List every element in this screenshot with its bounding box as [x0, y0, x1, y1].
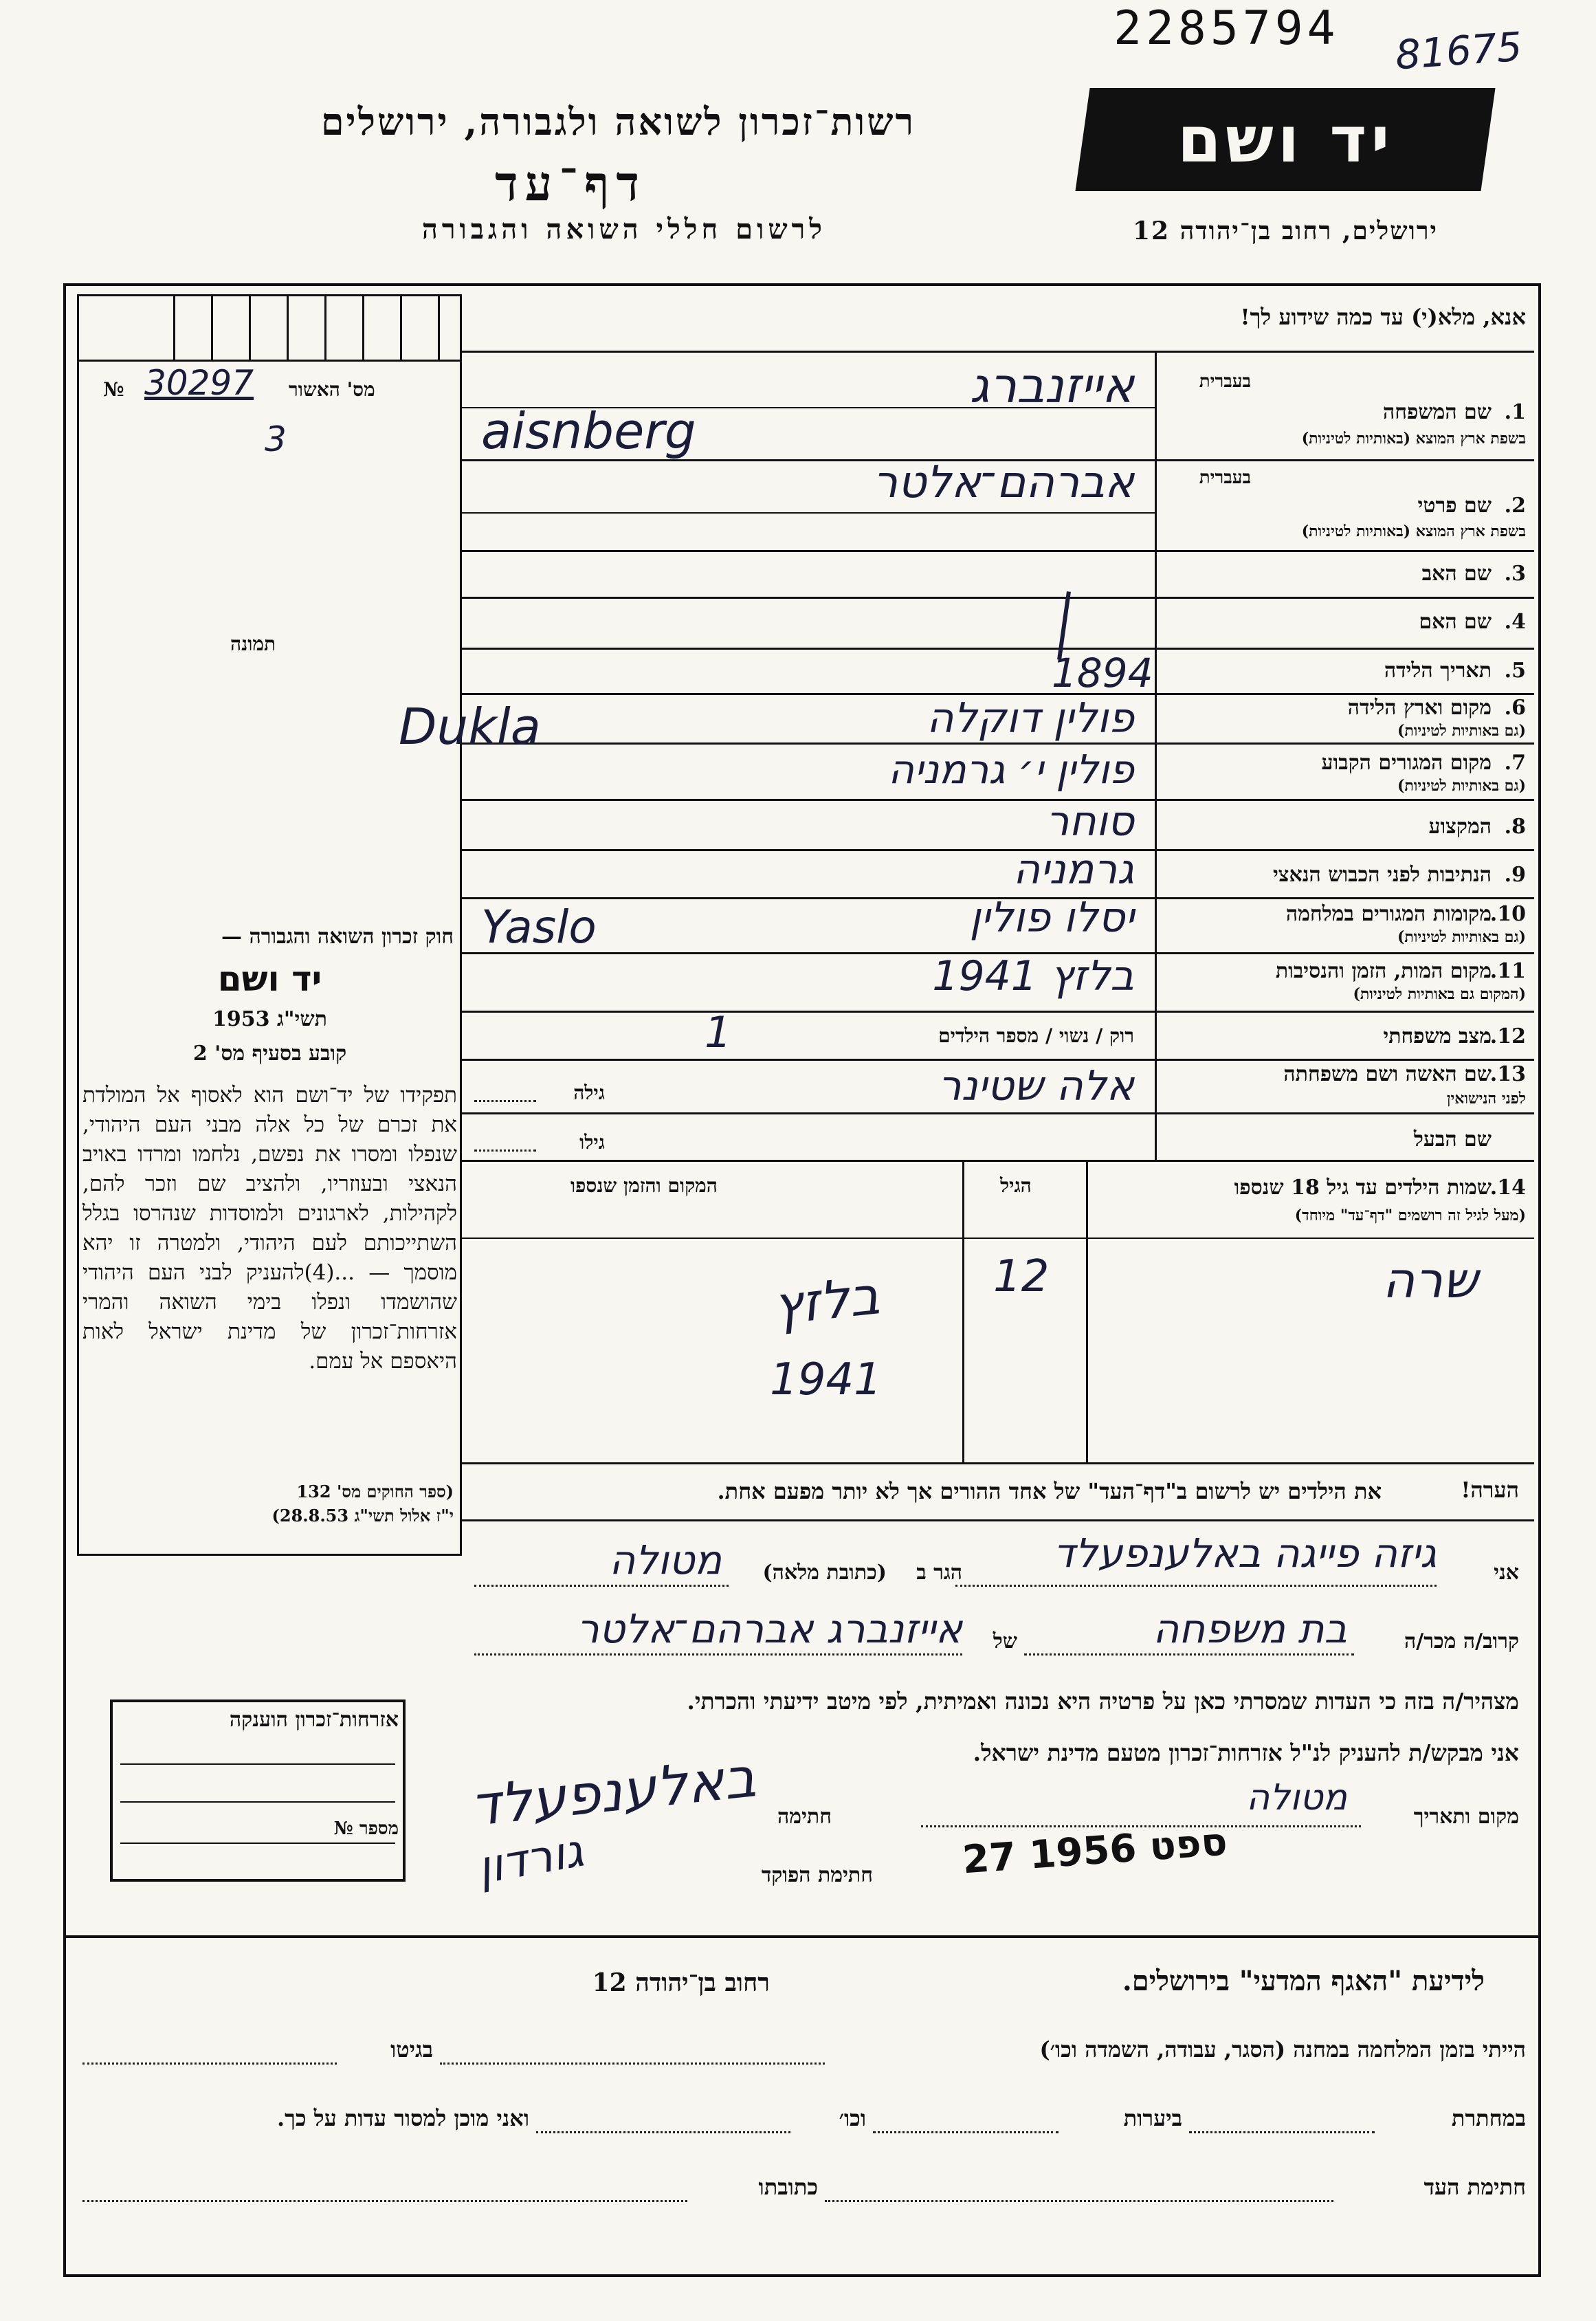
- field-12-value: 1: [705, 1007, 732, 1057]
- form-title: דף־עד: [494, 155, 646, 212]
- bottom-etc-label: וכו׳: [839, 2105, 866, 2131]
- signature-label: חתימה: [777, 1805, 832, 1829]
- field-11-label: מקום המות, הזמן והנסיבות: [1275, 959, 1492, 983]
- field-13-age-label: גילה: [573, 1081, 605, 1104]
- field-2-label: שם פרטי: [1417, 494, 1492, 518]
- field-1-label: שם המשפחה: [1382, 400, 1492, 424]
- children-age-header: הגיל: [1000, 1174, 1032, 1197]
- field-7-value: פולין י׳ גרמניה: [888, 746, 1134, 793]
- witness-relation-label: קרוב/ה מכר/ה: [1404, 1629, 1519, 1653]
- field-3-number: 3.: [1504, 562, 1526, 586]
- bottom-title: לידיעת "האגף המדעי" בירושלים.: [1122, 1965, 1485, 1997]
- law-reference-1: (ספר החוקים מס' 132: [296, 1482, 454, 1502]
- approval-number-label: מס' האשור: [289, 378, 375, 401]
- children-note: (מעל לגיל זה רושמים "דף־עד" מיוחד): [1294, 1207, 1526, 1224]
- witness-signature: באלענפעלד: [467, 1745, 759, 1839]
- field-8-label: המקצוע: [1428, 815, 1492, 839]
- date-stamp: 27 ספט 1956: [961, 1819, 1229, 1883]
- witness-address-label: (כתובת מלאה): [762, 1561, 887, 1585]
- field-13-value: אלה שטינר: [938, 1062, 1134, 1110]
- law-reference-2: י"ז אלול תשי"ג 28.8.53): [271, 1506, 454, 1526]
- field-12-number: 12.: [1489, 1024, 1526, 1048]
- bottom-forests-label: ביערות: [1123, 2105, 1182, 2131]
- logo-text: יד ושם: [1177, 102, 1394, 177]
- field-2-value-hebrew: אברהם־אלטר: [872, 457, 1134, 508]
- authority-title: רשות־זכרון לשואה ולגבורה, ירושלים: [320, 100, 916, 144]
- child-1-place: בלזץ: [770, 1264, 883, 1336]
- law-text: תפקידו של יד־ושם הוא לאסוף אל המולדת את זכרם של כל אלה מבני העם היהודי, שנפלו ומסרו את נפשם, נלחמו ומרדו באויב הנאצי ובעוזריו, ולהציב שם וזכר להם, לקהילות, לארגונים ולמוסדות שנהרסו בגלל השתייכותם לעם היהודי, ולמטרה זו יהא מוסמך — ...(4)להעניק לבני העם היהודי שהושמדו ונפלו בימי השואה והמרי אזרחות־זכרון של מדינת ישראל לאות היאספם אל עמם.: [82, 1083, 457, 1374]
- children-place-header: המקום והזמן שנספו: [570, 1174, 718, 1197]
- law-title: חוק זכרון השואה והגבורה —: [221, 925, 454, 949]
- witness-address: מטולה: [609, 1537, 722, 1583]
- header-address: ירושלים, רחוב בן־יהודה 12: [1132, 217, 1438, 245]
- field-5-number: 5.: [1504, 659, 1526, 683]
- citizenship-number-label: מספר №: [333, 1818, 399, 1839]
- law-year: תשי"ג 1953: [212, 1007, 327, 1031]
- citizenship-box-title: אזרחות־זכרון הוענקה: [229, 1708, 399, 1732]
- yad-vashem-logo: [1075, 88, 1495, 191]
- approval-tick-boxes: [77, 294, 462, 362]
- form-subtitle: לרשום חללי השואה והגבורה: [421, 213, 826, 245]
- field-7-note: (גם באותיות לטיניות): [1397, 777, 1526, 795]
- bottom-witness-signature-label: חתימת העד: [1423, 2174, 1526, 2200]
- witness-request: אני מבקש/ת להעניק לנ"ל אזרחות־זכרון מטעם מדינת ישראל.: [973, 1739, 1519, 1766]
- field-4-number: 4.: [1504, 610, 1526, 634]
- bottom-camp-label: הייתי בזמן המלחמה במחנה (הסגר, עבודה, השמדה וכו׳): [1039, 2036, 1526, 2062]
- field-13-label: שם האשה ושם משפחתה: [1283, 1062, 1492, 1086]
- field-12-label: מצב משפחתי: [1383, 1024, 1492, 1048]
- children-label: שמות הילדים עד גיל 18 שנספו: [1234, 1176, 1492, 1200]
- note-label: הערה!: [1461, 1477, 1519, 1503]
- field-9-number: 9.: [1504, 863, 1526, 887]
- witness-of-label: של: [993, 1629, 1017, 1653]
- field-8-value: סוחר: [1045, 798, 1134, 846]
- field-13-note: לפני הנישואין: [1446, 1090, 1526, 1108]
- field-1-value-hebrew: אייזנברג: [969, 358, 1134, 414]
- bottom-address-label: כתובתו: [758, 2174, 818, 2200]
- field-2-script-label: בעברית: [1199, 468, 1251, 488]
- field-11-number: 11.: [1489, 959, 1526, 983]
- officer-signature-label: חתימת הפוקד: [761, 1863, 873, 1887]
- approval-number-prefix: №: [103, 378, 124, 401]
- field-2-number: 2.: [1504, 494, 1526, 518]
- approval-number-value: 30297: [144, 363, 254, 403]
- witness-i-label: אני: [1494, 1561, 1519, 1585]
- field-5-label: תאריך הלידה: [1384, 659, 1492, 683]
- bottom-ghetto-label: בגיטו: [390, 2036, 433, 2062]
- serial-number: 2285794: [1113, 1, 1340, 56]
- field-6-note: (גם באותיות לטיניות): [1397, 722, 1526, 740]
- field-13-number: 13.: [1489, 1062, 1526, 1086]
- children-number: 14.: [1489, 1176, 1526, 1200]
- child-1-age: 12: [993, 1251, 1050, 1302]
- witness-relation-value: בת משפחה: [1153, 1605, 1347, 1652]
- approval-number-suffix: 3: [265, 419, 287, 459]
- field-5-value: 1894: [1052, 650, 1153, 696]
- bottom-address: רחוב בן־יהודה 12: [592, 1968, 770, 1997]
- field-4-label: שם האם: [1419, 610, 1492, 634]
- field-10-value-latin: Yaslo: [481, 901, 597, 954]
- law-name: יד ושם: [217, 959, 322, 999]
- field-11-note: (המקום גם באותיות לטיניות): [1353, 985, 1526, 1003]
- note-text: את הילדים יש לרשום ב"דף־העד" של אחד ההורים אך לא יותר מפעם אחת.: [717, 1478, 1382, 1504]
- field-7-number: 7.: [1504, 751, 1526, 775]
- witness-declaration: מצהיר/ה בזה כי העדות שמסרתי כאן על פרטיה היא נכונה ואמיתית, לפי מיטב ידיעתי והכרתי.: [687, 1688, 1519, 1715]
- witness-name: גיזה פייגה באלענפעלד: [1053, 1530, 1437, 1576]
- field-9-value: גרמניה: [1013, 846, 1134, 894]
- field-12-options: רוק / נשוי / מספר הילדים: [938, 1024, 1134, 1047]
- field-1-number: 1.: [1504, 400, 1526, 424]
- opening-prompt: אנא, מלא(י) עד כמה שידוע לך!: [1240, 304, 1526, 330]
- place-date-label: מקום ותאריך: [1413, 1805, 1519, 1829]
- field-6-number: 6.: [1504, 696, 1526, 720]
- handwritten-reference: 81675: [1393, 23, 1524, 79]
- field-10-number: 10.: [1489, 902, 1526, 926]
- place-value: מטולה: [1246, 1777, 1347, 1818]
- field-10-note: (גם באותיות לטיניות): [1397, 928, 1526, 946]
- field-8-number: 8.: [1504, 815, 1526, 839]
- field-3-label: שם האב: [1421, 562, 1492, 586]
- field-6-label: מקום וארץ הלידה: [1347, 696, 1492, 720]
- bottom-ready-text: ואני מוכן למסור עדות על כך.: [276, 2105, 529, 2131]
- field-1-note: בשפת ארץ המוצא (באותיות לטיניות): [1301, 430, 1526, 448]
- field-10-value-hebrew: יסלו פולין: [969, 894, 1134, 942]
- witness-residing-label: הגר ב: [916, 1561, 962, 1585]
- field-6-value-hebrew: פולין דוקלה: [927, 694, 1134, 742]
- photo-label: תמונה: [230, 632, 276, 655]
- field-1-script-label: בעברית: [1199, 371, 1251, 392]
- witness-of-value: אייזנברג אברהם־אלטר: [576, 1605, 962, 1652]
- husband-name-label: שם הבעל: [1413, 1128, 1492, 1152]
- law-section: קובע בסעיף מס' 2: [192, 1042, 347, 1066]
- officer-signature: גורדון: [473, 1823, 588, 1895]
- field-2-note: בשפת ארץ המוצא (באותיות לטיניות): [1301, 522, 1526, 540]
- husband-age-label: גילו: [579, 1131, 605, 1154]
- field-9-label: הנתיבות לפני הכבוש הנאצי: [1272, 863, 1492, 887]
- field-7-label: מקום המגורים הקבוע: [1321, 751, 1492, 775]
- child-1-name: שרה: [1382, 1251, 1478, 1309]
- field-1-value-latin: aisnberg: [481, 402, 696, 460]
- bottom-underground-label: במחתרת: [1451, 2105, 1526, 2131]
- field-6-value-latin: Dukla: [399, 698, 541, 756]
- field-11-value: בלזץ 1941: [932, 952, 1134, 1000]
- field-10-label: מקומות המגורים במלחמה: [1285, 902, 1492, 926]
- child-1-time: 1941: [770, 1354, 882, 1405]
